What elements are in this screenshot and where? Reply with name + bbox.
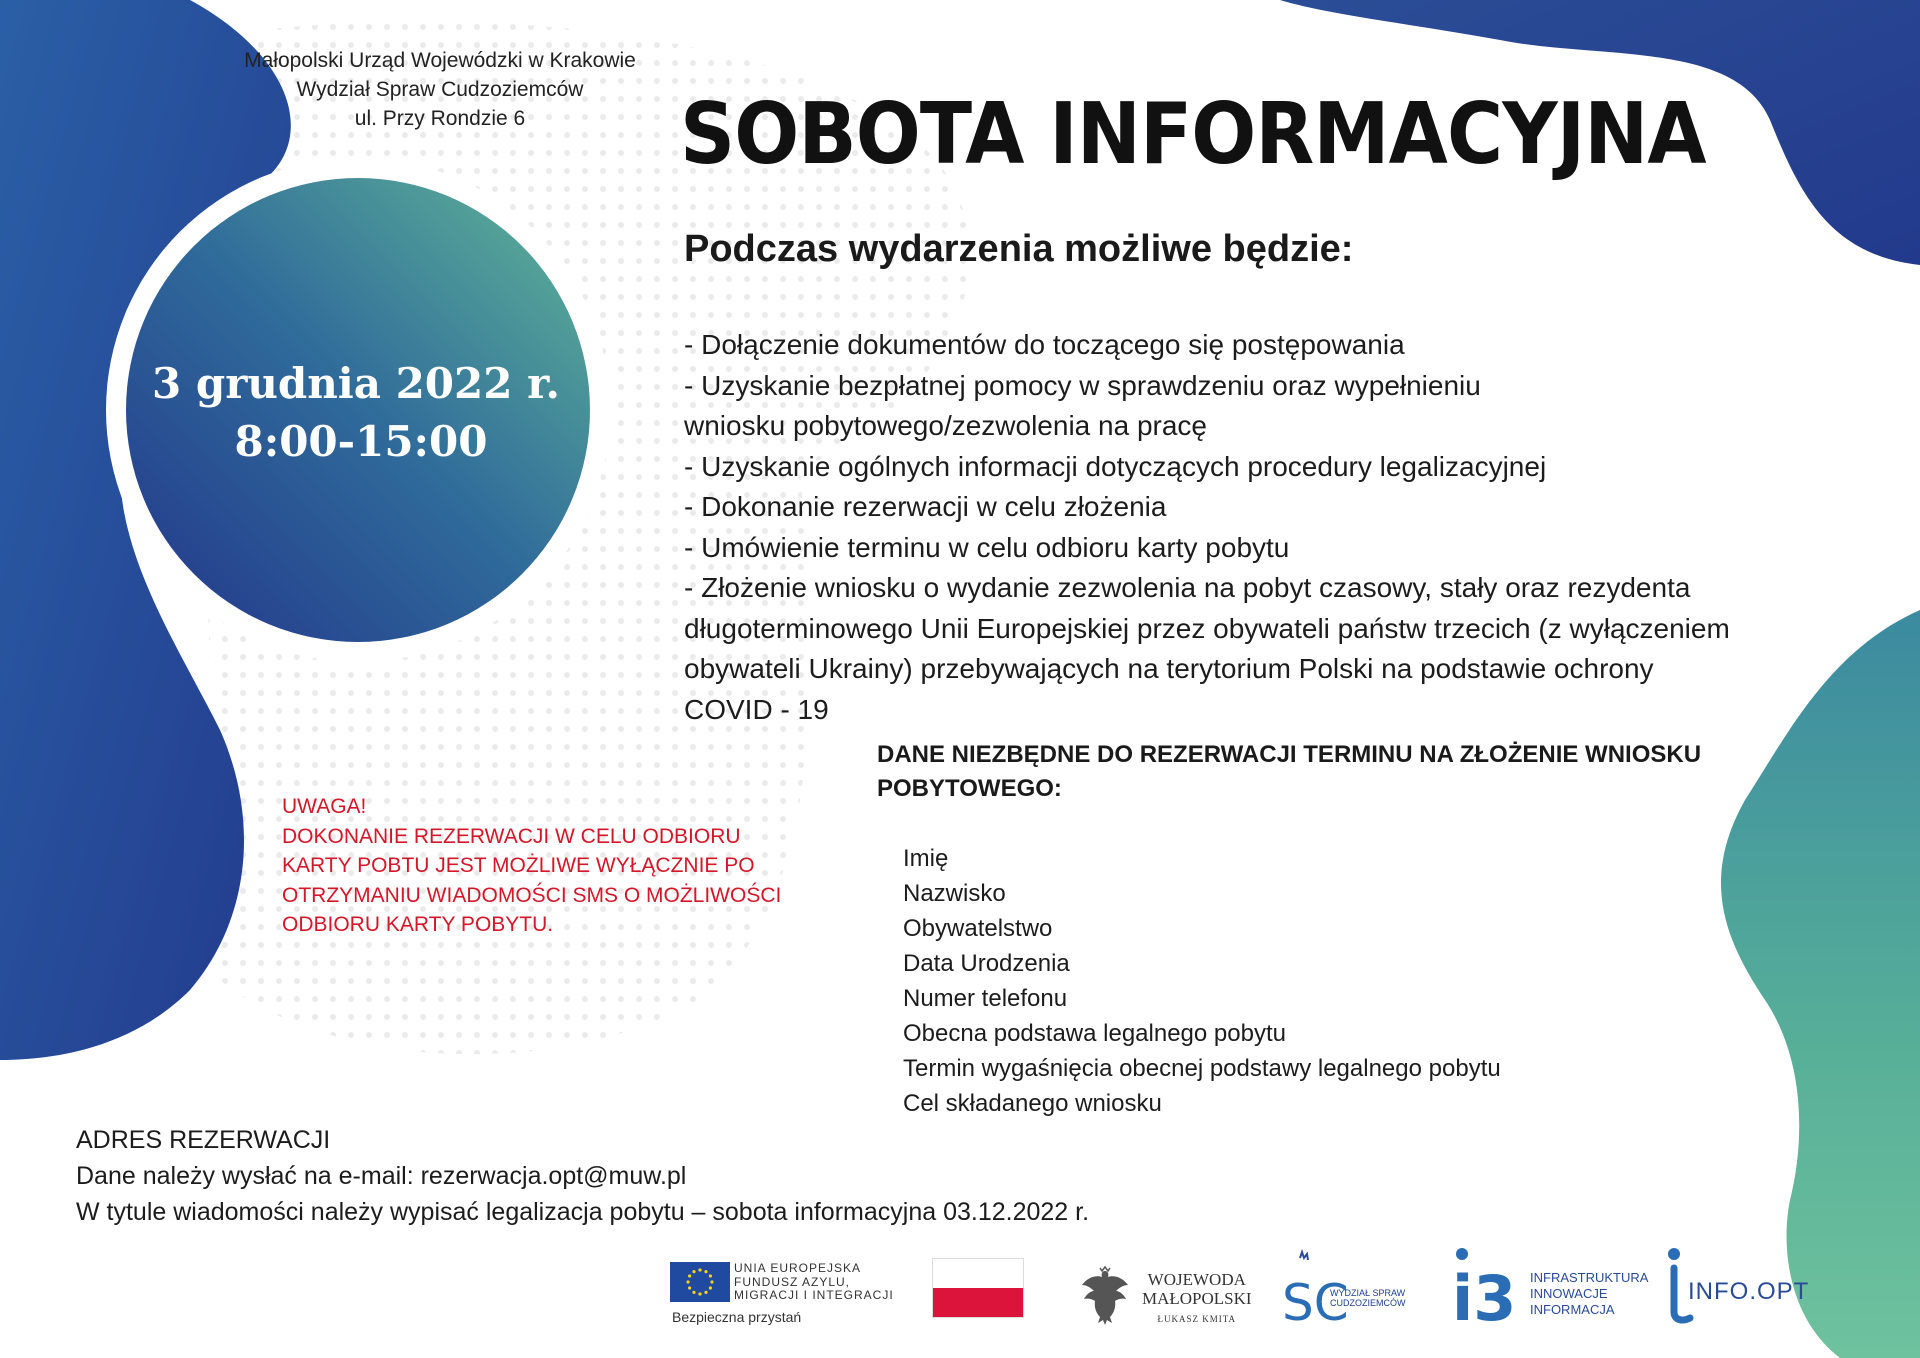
required-data-heading [877,738,1757,806]
i3-line: INFORMACJA [1530,1302,1615,1317]
office-line: ul. Przy Rondzie 6 [354,107,526,130]
i3-mark: i3 [1452,1262,1517,1335]
main-title: SOBOTA INFORMACYJNA [680,85,1706,184]
subtitle: Podczas wydarzenia możliwe będzie: [684,228,1354,270]
required-data-heading-line: POBYTOWEGO: [877,775,1062,802]
wojewoda-line: MAŁOPOLSKI [1142,1289,1252,1308]
i3-logo-icon [1452,1246,1526,1335]
info-opt-label: INFO.OPT [1688,1278,1810,1305]
list-item: wniosku pobytowego/zezwolenia na pracę [684,410,1207,441]
i3-label [1530,1270,1648,1318]
eu-fund-line: UNIA EUROPEJSKA [734,1261,862,1275]
wojewoda-line: WOJEWODA [1147,1270,1246,1289]
address-heading: ADRES REZERWACJI [76,1126,331,1154]
list-item: Imię [903,845,949,872]
list-item: Numer telefonu [903,985,1068,1012]
list-item: Obecna podstawa legalnego pobytu [903,1020,1286,1047]
list-item: - Uzyskanie ogólnych informacji dotyczących procedury legalizacyjnej [684,450,1547,482]
list-item: Nazwisko [903,880,1006,907]
list-item: COVID - 19 [684,693,829,725]
event-date: 3 grudnia 2022 r. [152,359,560,408]
warning-line: OTRZYMANIU WIADOMOŚCI SMS O MOŻLIWOŚCI [282,883,782,907]
warning-notice [282,792,812,940]
list-item: - Dokonanie rezerwacji w celu złożenia [684,491,1167,522]
list-item: - Uzyskanie bezpłatnej pomocy w sprawdzeniu oraz wypełnieniu [684,369,1481,401]
address-email-line[interactable]: Dane należy wysłać na e-mail: rezerwacja.opt@muw.pl [76,1162,687,1190]
list-item: - Złożenie wniosku o wydanie zezwolenia na pobyt czasowy, stały oraz rezydenta [684,572,1691,603]
wojewoda-name: ŁUKASZ KMITA [1157,1314,1237,1324]
list-item: długoterminowego Unii Europejskiej przez obywateli państw trzecich (z wyłączeniem [684,612,1730,644]
sc-line: CUDZOZIEMCÓW [1330,1298,1406,1308]
event-date-time [126,355,586,471]
list-item: Data Urodzenia [903,950,1070,977]
required-fields-list [903,841,1501,1121]
list-item: Cel składanego wniosku [903,1090,1162,1117]
sc-line: WYDZIAŁ SPRAW [1330,1288,1406,1298]
eu-flag-icon [670,1262,730,1302]
i3-line: INFRASTRUKTURA [1530,1270,1649,1285]
reservation-address [76,1122,1089,1230]
eu-fund-line: FUNDUSZ AZYLU, [734,1274,851,1289]
office-line: Wydział Spraw Cudzoziemców [296,78,584,101]
list-item: - Umówienie terminu w celu odbioru karty pobytu [684,531,1290,563]
list-item: - Dołączenie dokumentów do toczącego się postępowania [684,329,1405,360]
office-line: Małopolski Urząd Wojewódzki w Krakowie [244,49,636,72]
activities-list [684,325,1864,730]
sc-mark: SC [1282,1274,1349,1332]
eu-tagline: Bezpieczna przystań [672,1309,802,1325]
eagle-emblem-icon [1076,1265,1134,1327]
wojewoda-label [1142,1270,1252,1329]
warning-line: DOKONANIE REZERWACJI W CELU ODBIORU [282,824,741,848]
i3-line: INNOWACJE [1530,1286,1608,1301]
warning-line: UWAGA! [282,795,367,818]
list-item: Obywatelstwo [903,915,1053,942]
sc-label [1330,1288,1406,1308]
office-address [220,46,660,133]
sc-logo-icon [1280,1248,1349,1332]
warning-line: KARTY POBTU JEST MOŻLIWE WYŁĄCZNIE PO [282,854,755,877]
required-data-heading-line: DANE NIEZBĘDNE DO REZERWACJI TERMINU NA ZŁOŻENIE WNIOSKU [877,741,1702,768]
eu-fund-line: MIGRACJI I INTEGRACJI [734,1288,894,1302]
warning-line: ODBIORU KARTY POBYTU. [282,913,554,936]
event-hours: 8:00-15:00 [234,417,488,466]
list-item: obywateli Ukrainy) przebywających na terytorium Polski na podstawie ochrony [684,653,1654,684]
poland-flag-icon [932,1258,1024,1318]
eu-fund-label [734,1262,894,1303]
address-subject-line: W tytule wiadomości należy wypisać legalizacja pobytu – sobota informacyjna 03.12.2022 r. [76,1198,1090,1226]
list-item: Termin wygaśnięcia obecnej podstawy legalnego pobytu [903,1055,1501,1082]
